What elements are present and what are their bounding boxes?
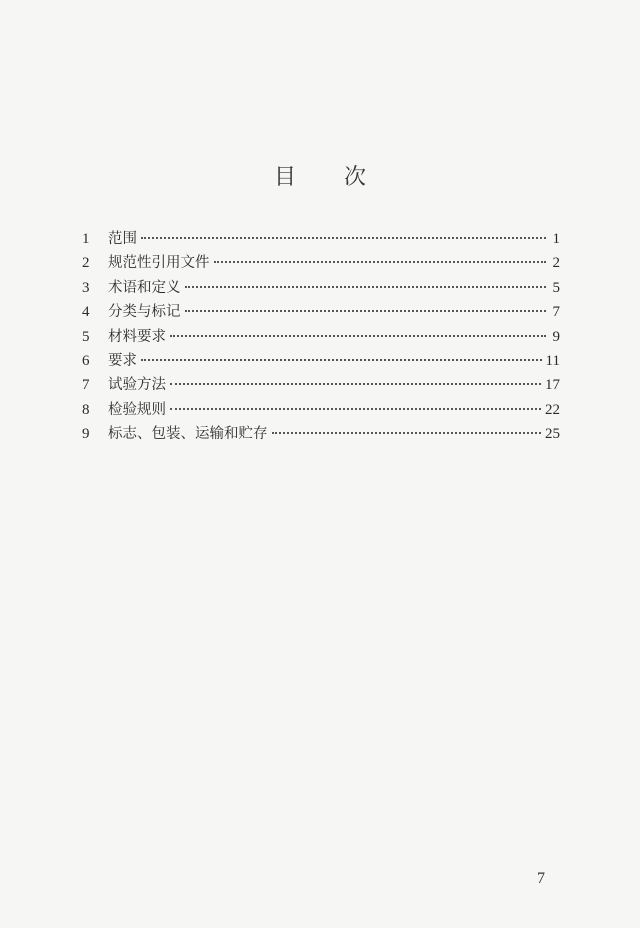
toc-entry-page: 17 xyxy=(545,377,560,394)
toc-entry[interactable] xyxy=(82,349,560,373)
toc-entry-page: 11 xyxy=(545,352,560,369)
toc-dot-leader xyxy=(170,407,541,410)
toc-dot-leader xyxy=(185,309,547,312)
toc-entry-number: 8 xyxy=(82,401,90,418)
toc-entry-page: 5 xyxy=(552,279,560,296)
toc-entry-number: 2 xyxy=(82,255,90,272)
toc-entry[interactable] xyxy=(82,251,560,275)
toc-dot-leader xyxy=(170,334,546,337)
toc-entry-page: 7 xyxy=(552,304,560,321)
toc-entry-number: 5 xyxy=(82,328,90,345)
toc-entry[interactable] xyxy=(82,300,560,324)
toc-entry-number: 9 xyxy=(82,426,90,443)
toc-entry[interactable] xyxy=(82,325,560,349)
toc-dot-leader xyxy=(170,382,541,385)
toc-entry-label: 范围 xyxy=(108,231,137,247)
toc-entry-page: 25 xyxy=(545,426,560,443)
toc-entry-label: 规范性引用文件 xyxy=(108,255,210,272)
toc-entry[interactable] xyxy=(82,373,560,397)
toc-dot-leader xyxy=(141,358,542,361)
toc-entry-label: 要求 xyxy=(108,352,137,369)
toc-entry-page: 9 xyxy=(552,328,560,345)
toc-dot-leader xyxy=(141,236,546,239)
toc-entry-label: 材料要求 xyxy=(108,328,166,345)
toc-entry-label: 标志、包装、运输和贮存 xyxy=(108,426,268,443)
toc-entry-number: 3 xyxy=(82,279,90,296)
page-number: 7 xyxy=(537,870,545,887)
toc-entry[interactable] xyxy=(82,398,560,422)
toc-entry-label: 试验方法 xyxy=(108,377,166,394)
toc-entry[interactable] xyxy=(82,276,560,300)
toc-entry-number: 1 xyxy=(82,231,90,247)
toc-entry-label: 术语和定义 xyxy=(108,279,181,296)
toc-entry[interactable] xyxy=(82,227,560,251)
table-of-contents xyxy=(82,227,560,447)
toc-entry-number: 4 xyxy=(82,304,90,321)
toc-entry-number: 6 xyxy=(82,352,90,369)
toc-dot-leader xyxy=(185,285,547,288)
toc-entry-label: 检验规则 xyxy=(108,401,166,418)
toc-entry-label: 分类与标记 xyxy=(108,304,181,321)
toc-title: 目次 xyxy=(273,165,414,190)
toc-dot-leader xyxy=(214,260,547,263)
toc-entry-page: 2 xyxy=(552,255,560,272)
toc-entry-number: 7 xyxy=(82,377,90,394)
toc-dot-leader xyxy=(272,431,542,434)
toc-entry[interactable] xyxy=(82,422,560,446)
toc-entry-page: 1 xyxy=(552,231,560,247)
toc-entry-page: 22 xyxy=(545,401,560,418)
